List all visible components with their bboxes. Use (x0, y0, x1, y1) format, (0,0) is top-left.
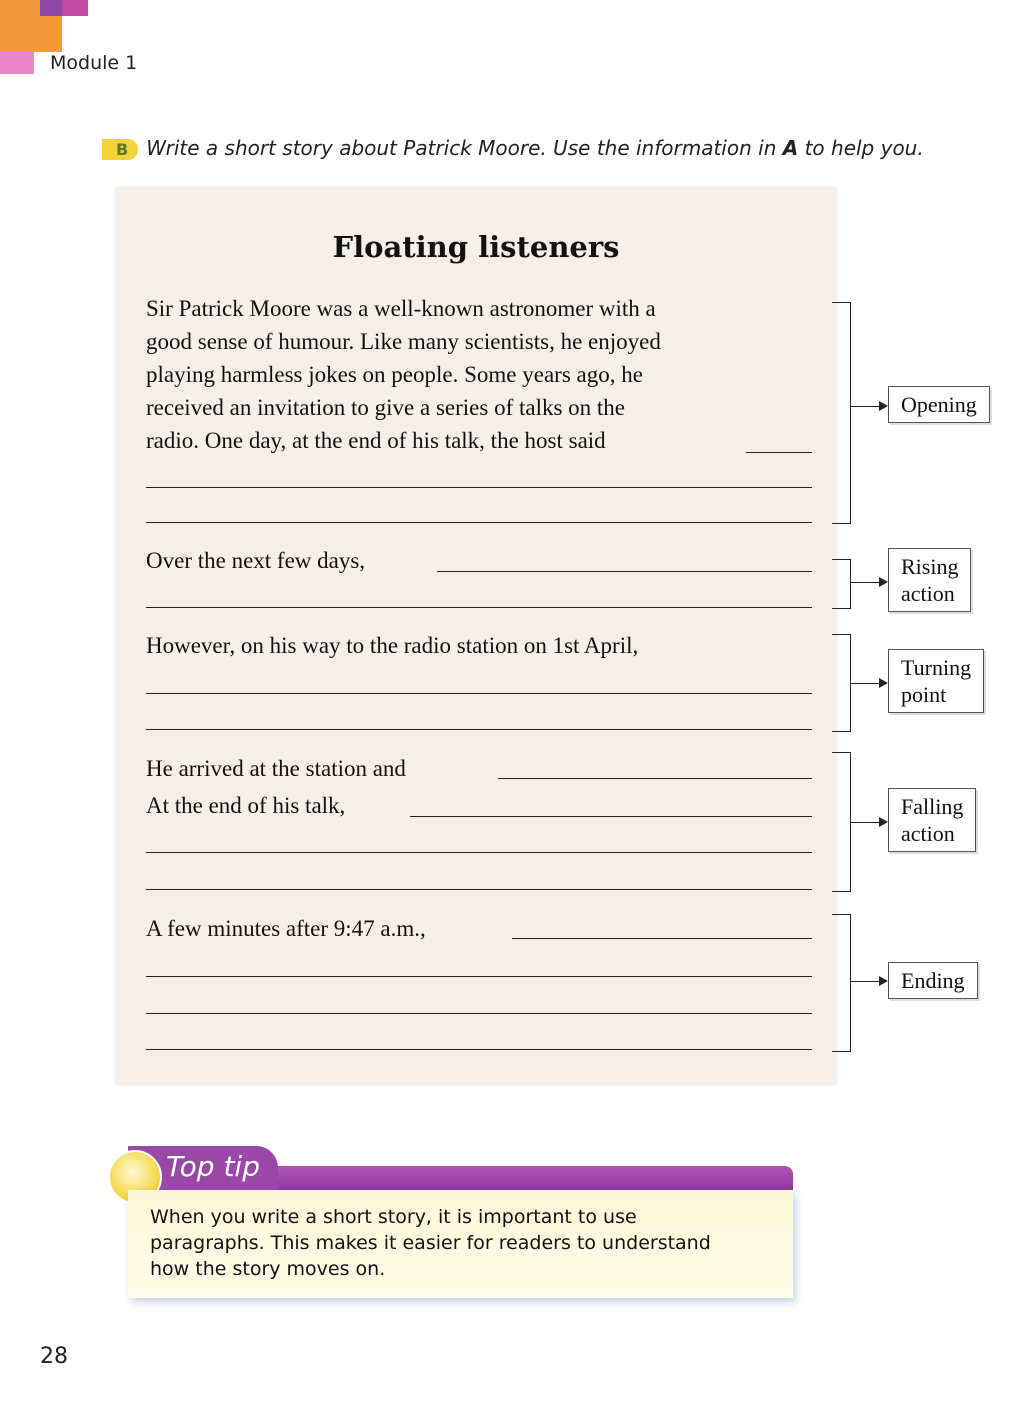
top-tip-line-2: paragraphs. This makes it easier for readers to understand (150, 1232, 711, 1254)
turning-point-label-line-2: point (901, 682, 947, 707)
falling-action-start-1: He arrived at the station and (146, 756, 406, 781)
opening-bracket (832, 302, 851, 524)
corner-decoration-magenta (62, 0, 88, 16)
top-tip-line-1: When you write a short story, it is important to use (150, 1206, 637, 1228)
turning-point-label-line-1: Turning (901, 655, 972, 680)
turning-answer-line-2[interactable] (146, 729, 812, 730)
rising-action-label-line-2: action (901, 581, 955, 606)
top-tip-body (128, 1190, 793, 1298)
opening-arrow-icon (850, 406, 886, 407)
exercise-instruction (102, 136, 924, 160)
falling-answer-line-4[interactable] (146, 889, 812, 890)
opening-answer-line-2[interactable] (146, 487, 812, 488)
opening-line-3: playing harmless jokes on people. Some years ago, he (146, 362, 643, 387)
falling-answer-line-2[interactable] (410, 816, 812, 817)
instruction-text-after: to help you. (798, 136, 924, 160)
instruction-bold-ref: A (782, 136, 799, 160)
falling-action-label-line-2: action (901, 821, 955, 846)
page-number: 28 (40, 1344, 68, 1369)
opening-line-4: received an invitation to give a series of talks on the (146, 395, 626, 420)
ending-answer-line-4[interactable] (146, 1049, 812, 1050)
opening-line-5: radio. One day, at the end of his talk, the host said (146, 428, 606, 453)
turning-point-arrow-icon (850, 683, 886, 684)
falling-action-start-2: At the end of his talk, (146, 793, 346, 818)
rising-action-start: Over the next few days, (146, 548, 366, 573)
falling-answer-line-3[interactable] (146, 852, 812, 853)
ending-arrow-icon (850, 981, 886, 982)
rising-action-arrow-icon (850, 582, 886, 583)
corner-decoration-pink (0, 52, 34, 74)
story-title: Floating listeners (332, 230, 620, 264)
opening-answer-line-3[interactable] (146, 522, 812, 523)
turning-point-label (888, 649, 984, 713)
opening-answer-line-1[interactable] (746, 452, 812, 453)
falling-answer-line-1[interactable] (498, 778, 812, 779)
opening-line-2: good sense of humour. Like many scientists, he enjoyed (146, 329, 661, 354)
module-label: Module 1 (50, 52, 138, 74)
turning-point-start: However, on his way to the radio station on 1st April, (146, 633, 639, 658)
rising-answer-line-2[interactable] (146, 607, 812, 608)
ending-label-text: Ending (901, 968, 965, 993)
rising-action-label (888, 548, 971, 612)
falling-action-label (888, 788, 976, 852)
opening-label (888, 386, 990, 423)
falling-action-arrow-icon (850, 822, 886, 823)
ending-answer-line-3[interactable] (146, 1013, 812, 1014)
turning-point-bracket (832, 634, 851, 732)
ending-answer-line-1[interactable] (512, 938, 812, 939)
top-tip-text (150, 1204, 780, 1282)
opening-line-1: Sir Patrick Moore was a well-known astronomer with a (146, 296, 656, 321)
rising-answer-line-1[interactable] (437, 571, 812, 572)
falling-action-label-line-1: Falling (901, 794, 964, 819)
top-tip-box (108, 1146, 808, 1314)
ending-start: A few minutes after 9:47 a.m., (146, 916, 426, 941)
rising-action-label-line-1: Rising (901, 554, 959, 579)
turning-answer-line-1[interactable] (146, 693, 812, 694)
ending-answer-line-2[interactable] (146, 976, 812, 977)
instruction-text-before: Write a short story about Patrick Moore. Use the information in (146, 136, 783, 160)
ending-bracket (832, 914, 851, 1052)
rising-action-bracket (832, 559, 851, 609)
top-tip-heading: Top tip (166, 1150, 260, 1183)
ending-label (888, 962, 978, 999)
exercise-letter-badge: B (102, 139, 138, 160)
falling-action-bracket (832, 752, 851, 892)
opening-label-text: Opening (901, 392, 977, 417)
top-tip-line-3: how the story moves on. (150, 1258, 386, 1280)
